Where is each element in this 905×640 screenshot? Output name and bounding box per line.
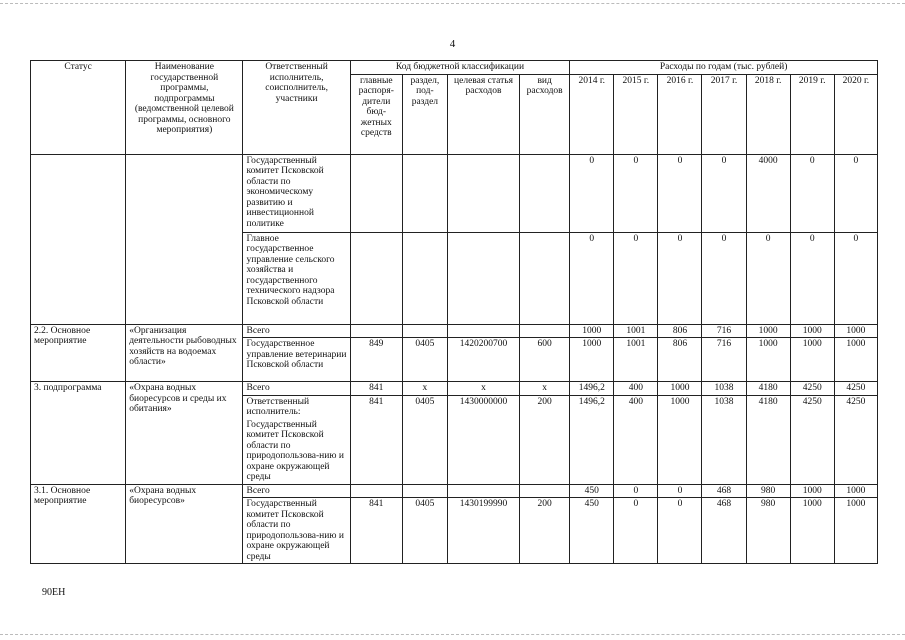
- table-row: [31, 484, 878, 498]
- budget-table: [30, 60, 878, 564]
- target-cell: [447, 154, 519, 232]
- target-cell: [447, 484, 519, 498]
- year-value-cell: 0: [702, 232, 746, 324]
- grbs-cell: [350, 232, 402, 324]
- year-value-cell: 1000: [570, 324, 614, 338]
- grbs-cell: 841: [350, 395, 402, 484]
- year-value-cell: 4000: [746, 154, 790, 232]
- program-name-cell: «Организация деятельности рыбоводных хозяйств на водоемах области»: [126, 324, 243, 382]
- header-grbs: главные распоря-дители бюд-жетных средств: [350, 74, 402, 154]
- year-value-cell: 0: [790, 232, 834, 324]
- program-name-cell: «Охрана водных биоресурсов и среды их обитания»: [126, 382, 243, 485]
- year-value-cell: 0: [614, 498, 658, 564]
- year-value-cell: 0: [570, 232, 614, 324]
- year-value-cell: 1000: [834, 324, 877, 338]
- target-cell: 1420200700: [447, 338, 519, 382]
- year-value-cell: 400: [614, 395, 658, 484]
- page-number: 4: [449, 38, 456, 50]
- table-row: [31, 382, 878, 396]
- responsible-cell: Государственное управление ветеринарии Псковской области: [243, 338, 350, 382]
- responsible-cell: Государственный комитет Псковской области по природопользова-нию и охране окружающей среды: [243, 419, 350, 485]
- year-value-cell: 450: [570, 484, 614, 498]
- section-cell: 0405: [402, 338, 447, 382]
- year-value-cell: 1038: [702, 382, 746, 396]
- year-value-cell: 4250: [834, 395, 877, 484]
- section-cell: [402, 324, 447, 338]
- year-value-cell: 806: [658, 338, 702, 382]
- header-year: 2015 г.: [614, 74, 658, 154]
- year-value-cell: 1000: [790, 484, 834, 498]
- expense-type-cell: х: [520, 382, 570, 396]
- year-value-cell: 0: [614, 232, 658, 324]
- year-value-cell: 4180: [746, 395, 790, 484]
- year-value-cell: 4250: [834, 382, 877, 396]
- year-value-cell: 0: [790, 154, 834, 232]
- year-value-cell: 0: [614, 154, 658, 232]
- responsible-cell: Всего: [243, 324, 350, 338]
- grbs-cell: [350, 324, 402, 338]
- year-value-cell: 4180: [746, 382, 790, 396]
- header-row-1: [31, 61, 878, 75]
- program-name-cell: «Охрана водных биоресурсов»: [126, 484, 243, 564]
- year-value-cell: 468: [702, 498, 746, 564]
- year-value-cell: 0: [658, 154, 702, 232]
- section-cell: 0405: [402, 498, 447, 564]
- expense-type-cell: 600: [520, 338, 570, 382]
- year-value-cell: 0: [658, 498, 702, 564]
- year-value-cell: 1000: [790, 324, 834, 338]
- header-program-name: Наименование государственной программы, подпрограммы (ведомственной целевой программы, основного мероприятия): [126, 61, 243, 155]
- year-value-cell: 806: [658, 324, 702, 338]
- year-value-cell: 400: [614, 382, 658, 396]
- target-cell: 1430199990: [447, 498, 519, 564]
- year-value-cell: 0: [658, 232, 702, 324]
- document-code: 90ЕН: [42, 587, 66, 598]
- program-name-cell: [126, 154, 243, 324]
- year-value-cell: 1000: [834, 338, 877, 382]
- header-year: 2014 г.: [570, 74, 614, 154]
- target-cell: [447, 232, 519, 324]
- year-value-cell: 1001: [614, 324, 658, 338]
- header-year: 2018 г.: [746, 74, 790, 154]
- responsible-cell: Всего: [243, 484, 350, 498]
- year-value-cell: 1000: [570, 338, 614, 382]
- header-expense-type: вид расходов: [520, 74, 570, 154]
- status-cell: 3.1. Основное мероприятие: [31, 484, 126, 564]
- year-value-cell: 4250: [790, 382, 834, 396]
- header-year: 2020 г.: [834, 74, 877, 154]
- year-value-cell: 1038: [702, 395, 746, 484]
- target-cell: [447, 324, 519, 338]
- responsible-cell: Всего: [243, 382, 350, 396]
- header-year: 2019 г.: [790, 74, 834, 154]
- year-value-cell: 1000: [834, 498, 877, 564]
- grbs-cell: [350, 154, 402, 232]
- expense-type-cell: [520, 484, 570, 498]
- section-cell: 0405: [402, 395, 447, 484]
- expense-type-cell: 200: [520, 498, 570, 564]
- year-value-cell: 716: [702, 324, 746, 338]
- target-cell: 1430000000: [447, 395, 519, 484]
- section-cell: х: [402, 382, 447, 396]
- expense-type-cell: [520, 324, 570, 338]
- grbs-cell: [350, 484, 402, 498]
- year-value-cell: 1000: [658, 382, 702, 396]
- header-expenses-by-year: Расходы по годам (тыс. рублей): [570, 61, 878, 75]
- table-row: [31, 154, 878, 232]
- expense-type-cell: 200: [520, 395, 570, 484]
- year-value-cell: 468: [702, 484, 746, 498]
- year-value-cell: 1001: [614, 338, 658, 382]
- header-budget-code: Код бюджетной классификации: [350, 61, 569, 75]
- year-value-cell: 1000: [790, 338, 834, 382]
- responsible-cell: Главное государственное управление сельского хозяйства и государственного технического надзора Псковской области: [243, 232, 350, 324]
- expense-type-cell: [520, 232, 570, 324]
- year-value-cell: 4250: [790, 395, 834, 484]
- year-value-cell: 1000: [746, 338, 790, 382]
- year-value-cell: 0: [658, 484, 702, 498]
- header-status: Статус: [31, 61, 126, 155]
- header-year: 2016 г.: [658, 74, 702, 154]
- grbs-cell: 841: [350, 382, 402, 396]
- section-cell: [402, 484, 447, 498]
- responsible-cell: Государственный комитет Псковской области по природопользова-нию и охране окружающей среды: [243, 498, 350, 564]
- year-value-cell: 1000: [746, 324, 790, 338]
- status-cell: 3. подпрограмма: [31, 382, 126, 485]
- section-cell: [402, 232, 447, 324]
- year-value-cell: 0: [834, 154, 877, 232]
- year-value-cell: 980: [746, 498, 790, 564]
- responsible-cell: Ответственный исполнитель:: [243, 395, 350, 419]
- year-value-cell: 0: [834, 232, 877, 324]
- year-value-cell: 716: [702, 338, 746, 382]
- header-target: целевая статья расходов: [447, 74, 519, 154]
- year-value-cell: 0: [702, 154, 746, 232]
- header-section: раздел, под-раздел: [402, 74, 447, 154]
- year-value-cell: 1496,2: [570, 395, 614, 484]
- expense-type-cell: [520, 154, 570, 232]
- table-row: [31, 324, 878, 338]
- grbs-cell: 841: [350, 498, 402, 564]
- year-value-cell: 1000: [834, 484, 877, 498]
- year-value-cell: 1000: [790, 498, 834, 564]
- year-value-cell: 1000: [658, 395, 702, 484]
- year-value-cell: 1496,2: [570, 382, 614, 396]
- year-value-cell: 980: [746, 484, 790, 498]
- year-value-cell: 450: [570, 498, 614, 564]
- status-cell: 2.2. Основное мероприятие: [31, 324, 126, 382]
- target-cell: х: [447, 382, 519, 396]
- grbs-cell: 849: [350, 338, 402, 382]
- year-value-cell: 0: [570, 154, 614, 232]
- header-responsible: Ответственный исполнитель, соисполнитель, участники: [243, 61, 350, 155]
- section-cell: [402, 154, 447, 232]
- responsible-cell: Государственный комитет Псковской области по экономическому развитию и инвестиционной политике: [243, 154, 350, 232]
- header-year: 2017 г.: [702, 74, 746, 154]
- year-value-cell: 0: [614, 484, 658, 498]
- year-value-cell: 0: [746, 232, 790, 324]
- status-cell: [31, 154, 126, 324]
